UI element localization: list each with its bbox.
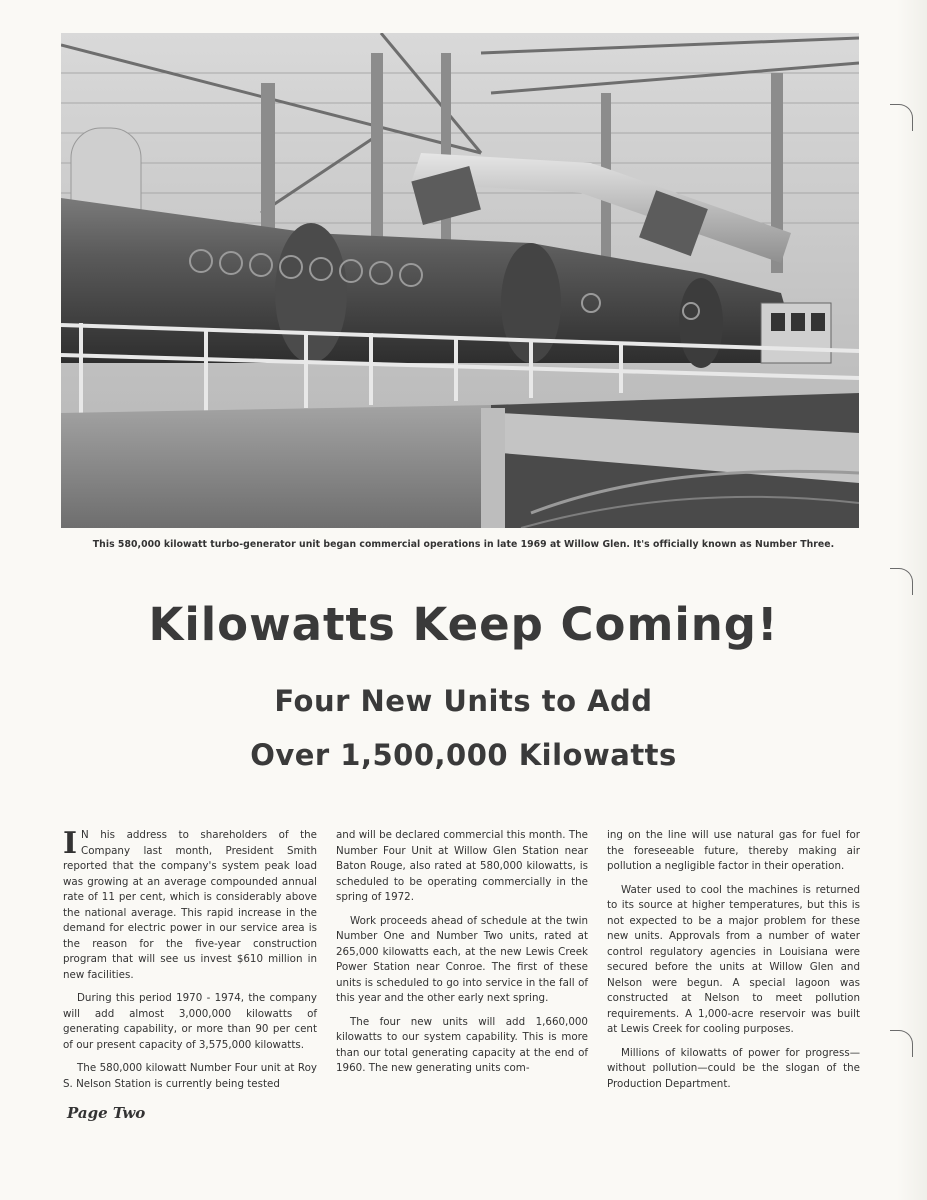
binder-hole-3 xyxy=(890,1030,913,1057)
binder-hole-2 xyxy=(890,568,913,595)
page-number-label: Page Two xyxy=(67,1104,146,1122)
col3-paragraph-2: Water used to cool the machines is returned to its source at higher temperatures, but this is not expected to be a major problem for these new units. Approvals from a number of water control regulatory agencies in Louisiana were secured before the units at Willow Glen and Nelson were begun. A special lagoon was constructed at Nelson to meet pollution requirements. A 1,000-acre reservoir was built at Lewis Creek for cooling purposes. xyxy=(607,883,860,1035)
drop-cap: I xyxy=(63,826,78,861)
binder-hole-1 xyxy=(890,104,913,131)
col2-paragraph-1: and will be declared commercial this month. The Number Four Unit at Willow Glen Station near Baton Rouge, also rated at 580,000 kilowatts, is scheduled to be operating commercially in the spring of 1972. xyxy=(336,829,588,903)
article-column-1 xyxy=(63,828,317,1092)
col2-paragraph-3: The four new units will add 1,660,000 kilowatts to our system capability. This is more than our total generating capacity at the end of 1960. The new generating units com- xyxy=(336,1015,588,1074)
headline-subtitle-line1: Four New Units to Add xyxy=(274,684,653,718)
photo-caption: This 580,000 kilowatt turbo-generator unit began commercial operations in late 1969 at Willow Glen. It's officially known as Number Three. xyxy=(92,539,835,550)
headline-title: Kilowatts Keep Coming! xyxy=(148,598,779,651)
turbo-generator-photo xyxy=(61,33,859,528)
col1-paragraph-3: The 580,000 kilowatt Number Four unit at Roy S. Nelson Station is currently being tested xyxy=(63,1062,317,1090)
article-column-3 xyxy=(607,828,860,1092)
article-column-2 xyxy=(336,828,588,1077)
photo-illustration xyxy=(61,33,859,528)
col1-paragraph-2: During this period 1970 - 1974, the company will add almost 3,000,000 kilowatts of generating capability, or more than 90 per cent of our present capacity of 3,575,000 kilowatts. xyxy=(63,992,317,1051)
headline-subtitle-line2: Over 1,500,000 Kilowatts xyxy=(250,738,677,772)
col1-paragraph-1: N his address to shareholders of the Company last month, President Smith reported that the company's system peak load was growing at an average compounded annual rate of 11 per cent, which is considerably above the national average. This rapid increase in the demand for electric power in our service area is the reason for the five-year construction program that will see us invest $610 million in new facilities. xyxy=(63,829,317,981)
col2-paragraph-2: Work proceeds ahead of schedule at the twin Number One and Number Two units, rated at 265,000 kilowatts each, at the new Lewis Creek Power Station near Conroe. The first of these units is scheduled to go into service in the fall of this year and the other early next spring. xyxy=(336,914,588,1004)
col3-paragraph-1: ing on the line will use natural gas for fuel for the foreseeable future, thereby making air pollution a negligible factor in their operation. xyxy=(607,829,860,872)
col3-paragraph-3: Millions of kilowatts of power for progress—without pollution—could be the slogan of the Production Department. xyxy=(607,1046,860,1090)
